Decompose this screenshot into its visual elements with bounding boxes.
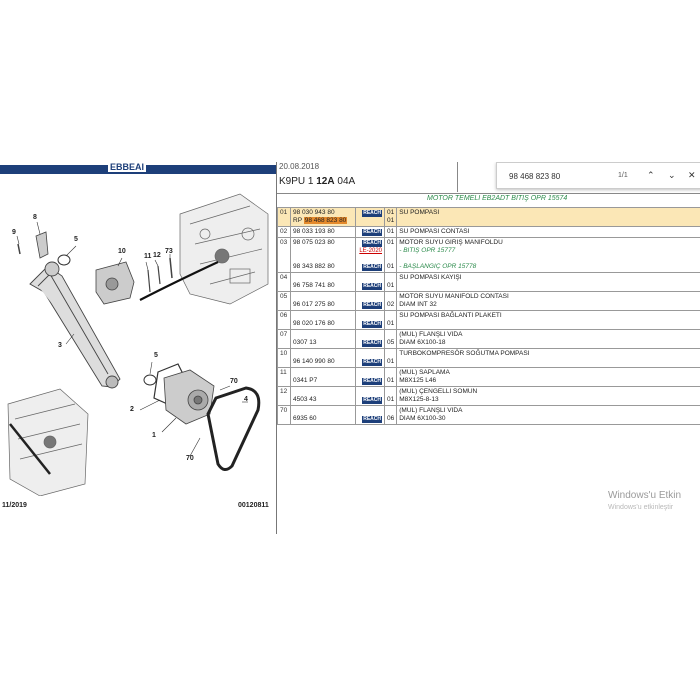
turbo-cooling-pump — [96, 262, 134, 304]
parts-table — [277, 207, 700, 425]
table-row[interactable] — [278, 227, 700, 238]
callout-9: 9 — [12, 229, 16, 236]
reach-flag — [356, 292, 385, 311]
search-hit-highlight: 98 468 823 80 — [304, 217, 347, 224]
reach-badge: REACH — [363, 340, 381, 346]
flag-line — [358, 407, 382, 415]
row-number-text: 04 — [280, 274, 288, 281]
callout-5-top: 5 — [74, 236, 78, 243]
description-line: DIAM 6X100-30 — [399, 415, 446, 422]
part-number — [293, 255, 353, 263]
part-number-text: 6935 60 — [293, 415, 317, 422]
part-number-text: 98 020 176 80 — [293, 320, 335, 327]
description-line: DIAM INT 32 — [399, 301, 437, 308]
find-bar[interactable] — [496, 162, 700, 189]
quantity-value — [387, 312, 394, 320]
callout-11: 11 — [144, 253, 152, 260]
description-line: (MUL) FLANŞLI VIDA — [399, 331, 463, 338]
description-line: MOTOR SUYU MANIFOLD CONTASI — [399, 293, 509, 300]
flag-line — [358, 377, 382, 385]
flag-line — [358, 239, 382, 247]
part-number-text: 98 030 943 80 — [293, 209, 335, 216]
description-line: SU POMPASI BAĞLANTI PLAKETI — [399, 312, 502, 319]
part-number-text: 98 075 023 80 — [293, 239, 335, 246]
callout-12: 12 — [153, 252, 161, 259]
description-line: (MUL) SAPLAMA — [399, 369, 450, 376]
part-reference — [291, 227, 356, 238]
validity-link[interactable]: LE-2020 — [359, 248, 382, 254]
reach-flag — [356, 349, 385, 368]
quantity — [385, 330, 397, 349]
flag-line — [358, 396, 382, 404]
description-line: SU POMPASI CONTASI — [399, 228, 470, 235]
table-row[interactable] — [278, 208, 700, 227]
part-number — [293, 320, 353, 328]
part-reference — [291, 406, 356, 425]
part-number — [293, 396, 353, 404]
callout-2: 2 — [130, 406, 134, 413]
description-line: - BITIŞ OPR 15777 — [399, 247, 456, 254]
quantity — [385, 387, 397, 406]
callout-10: 10 — [118, 248, 126, 255]
part-number — [293, 358, 353, 366]
part-reference — [291, 349, 356, 368]
quantity-value: 02 — [387, 301, 395, 308]
row-number — [278, 387, 291, 406]
flag-line — [358, 263, 382, 271]
row-number — [278, 238, 291, 273]
part-description — [397, 227, 700, 238]
part-number — [293, 339, 353, 347]
quantity-value: 01 — [387, 282, 395, 289]
part-description — [397, 330, 700, 349]
part-number-text: 0341 P7 — [293, 377, 318, 384]
row-number-text: 70 — [280, 407, 288, 414]
row-number — [278, 406, 291, 425]
flag-line — [358, 415, 382, 423]
row-number — [278, 292, 291, 311]
flag-line — [358, 293, 382, 301]
part-reference — [291, 292, 356, 311]
chevron-up-icon[interactable]: ⌃ — [647, 170, 655, 180]
reach-badge: REACH — [363, 302, 381, 308]
part-reference — [291, 368, 356, 387]
header-separator — [457, 162, 458, 192]
nut-part — [158, 266, 160, 284]
part-reference — [291, 208, 356, 227]
callout-3: 3 — [58, 342, 62, 349]
description-line: (MUL) ÇENGELLI SOMUN — [399, 388, 478, 395]
description-line — [399, 255, 698, 263]
engine-code — [279, 176, 355, 187]
flag-line — [358, 228, 382, 236]
part-number — [293, 217, 353, 225]
reach-flag — [356, 238, 385, 273]
engine-code-suffix: 04A — [334, 176, 356, 187]
reach-badge: REACH — [363, 416, 381, 422]
part-reference — [291, 273, 356, 292]
quantity-value: 01 — [387, 396, 395, 403]
quantity-value: 01 — [387, 217, 395, 224]
bolt-73-part — [170, 258, 172, 278]
description-line — [399, 217, 698, 225]
table-row[interactable] — [278, 368, 700, 387]
flag-line — [358, 369, 382, 377]
callout-73: 73 — [165, 248, 173, 255]
reach-flag — [356, 227, 385, 238]
part-description — [397, 292, 700, 311]
part-description — [397, 349, 700, 368]
description-line — [399, 282, 698, 290]
engine-code-prefix: K9PU 1 — [279, 176, 317, 187]
parts-diagram — [0, 174, 276, 496]
reach-badge: REACH — [363, 240, 381, 246]
reach-badge: REACH — [363, 283, 381, 289]
diagram-header-bar — [0, 162, 276, 174]
description-line: DIAM 6X100-18 — [399, 339, 446, 346]
table-row[interactable] — [278, 406, 700, 425]
table-row[interactable] — [278, 311, 700, 330]
row-number-text: 06 — [280, 312, 288, 319]
quantity — [385, 406, 397, 425]
part-number — [293, 209, 353, 217]
quantity-value: 01 — [387, 358, 395, 365]
reach-flag — [356, 330, 385, 349]
part-reference — [291, 238, 356, 273]
seal-ring-top — [58, 255, 70, 265]
find-input[interactable]: 98 468 823 80 — [509, 172, 561, 181]
description-line — [399, 320, 698, 328]
reach-badge: REACH — [363, 321, 381, 327]
part-number-text: 96 140 990 80 — [293, 358, 335, 365]
callout-70-bottom: 70 — [186, 455, 194, 462]
reach-badge: REACH — [363, 210, 381, 216]
flag-line — [358, 255, 382, 263]
flag-line — [358, 388, 382, 396]
find-match-count: 1/1 — [618, 172, 628, 179]
part-number-text: 4503 43 — [293, 396, 317, 403]
row-number — [278, 227, 291, 238]
row-number-text: 01 — [280, 209, 288, 216]
part-description — [397, 238, 700, 273]
row-number-text: 07 — [280, 331, 288, 338]
quantity-value: 01 — [387, 209, 395, 216]
quantity — [385, 227, 397, 238]
part-number — [293, 263, 353, 271]
part-number — [293, 239, 353, 247]
part-number — [293, 331, 353, 339]
table-row[interactable] — [278, 349, 700, 368]
part-number-text: 98 343 882 80 — [293, 263, 335, 270]
quantity-value — [387, 369, 394, 377]
row-number-text: 10 — [280, 350, 288, 357]
part-number — [293, 247, 353, 255]
part-reference — [291, 387, 356, 406]
reach-badge: REACH — [363, 378, 381, 384]
part-number — [293, 377, 353, 385]
part-number-text: RP — [293, 217, 302, 224]
part-description — [397, 368, 700, 387]
callout-5-lower: 5 — [154, 352, 158, 359]
row-number — [278, 273, 291, 292]
parts-diagram-drawing — [0, 174, 276, 496]
part-number-text: 96 017 275 80 — [293, 301, 335, 308]
part-number — [293, 415, 353, 423]
part-reference — [291, 330, 356, 349]
pump-belt — [208, 388, 259, 470]
reach-badge: REACH — [363, 397, 381, 403]
part-number — [293, 282, 353, 290]
bolt-part — [18, 244, 20, 254]
reach-flag — [356, 387, 385, 406]
seal-ring-lower — [144, 375, 156, 385]
part-number — [293, 274, 353, 282]
description-line: SU POMPASI KAYIŞI — [399, 274, 462, 281]
part-number-text: 96 758 741 80 — [293, 282, 335, 289]
quantity-value: 05 — [387, 339, 395, 346]
description-line: M8X125-8-13 — [399, 396, 439, 403]
reach-badge: REACH — [363, 229, 381, 235]
part-description — [397, 208, 700, 227]
part-number — [293, 388, 353, 396]
part-description — [397, 406, 700, 425]
row-number-text: 05 — [280, 293, 288, 300]
chevron-down-icon[interactable]: ⌄ — [668, 170, 676, 180]
table-row[interactable] — [278, 387, 700, 406]
row-number — [278, 368, 291, 387]
callout-8: 8 — [33, 214, 37, 221]
quantity-value: 01 — [387, 320, 395, 327]
engine-code-bold: 12A — [316, 176, 335, 187]
quantity-value: 01 — [387, 239, 395, 246]
close-icon[interactable]: ✕ — [688, 170, 696, 180]
engine-top-illustration — [180, 194, 268, 304]
reach-flag — [356, 273, 385, 292]
flag-line — [358, 282, 382, 290]
flag-line — [358, 339, 382, 347]
description-line: SU POMPASI — [399, 209, 440, 216]
row-number — [278, 330, 291, 349]
parts-list-panel — [276, 162, 700, 534]
quantity-value — [387, 350, 394, 358]
callout-4: 4 — [244, 396, 248, 403]
quantity — [385, 208, 397, 227]
flag-line — [358, 320, 382, 328]
part-number — [293, 293, 353, 301]
description-line: TURBOKOMPRESÖR SOĞUTMA POMPASI — [399, 350, 530, 357]
windows-activation-subtext: Windows'u etkinleştir — [608, 504, 674, 511]
part-number-text: 98 033 193 80 — [293, 228, 335, 235]
quantity-value — [387, 247, 394, 255]
flag-line — [358, 301, 382, 309]
quantity-value — [387, 293, 394, 301]
bracket-part — [36, 232, 48, 258]
row-number-text: 02 — [280, 228, 288, 235]
row-number-text: 11 — [280, 369, 287, 376]
reach-flag — [356, 311, 385, 330]
table-row[interactable] — [278, 330, 700, 349]
diagram-code: 00120811 — [238, 502, 269, 509]
water-pump — [164, 370, 214, 424]
quantity-value — [387, 274, 394, 282]
flag-line — [358, 217, 382, 225]
description-line: M8X125 L46 — [399, 377, 437, 384]
row-number-text: 12 — [280, 388, 288, 395]
part-number — [293, 407, 353, 415]
quantity-value — [387, 331, 394, 339]
callout-1: 1 — [152, 432, 156, 439]
quantity — [385, 292, 397, 311]
flag-line — [358, 350, 382, 358]
quantity-value — [387, 407, 394, 415]
row-number — [278, 311, 291, 330]
part-number — [293, 301, 353, 309]
table-row[interactable] — [278, 292, 700, 311]
description-line — [399, 358, 698, 366]
diagram-date: 11/2019 — [2, 502, 27, 509]
row-number — [278, 208, 291, 227]
quantity — [385, 238, 397, 273]
reach-badge: REACH — [363, 359, 381, 365]
reach-badge: REACH — [363, 264, 381, 270]
engine-bottom-illustration — [8, 389, 88, 496]
group-divider — [277, 193, 700, 194]
flag-line — [358, 247, 382, 255]
part-number — [293, 312, 353, 320]
flag-line — [358, 331, 382, 339]
quantity-value — [387, 255, 394, 263]
part-description — [397, 387, 700, 406]
quantity-value — [387, 388, 394, 396]
table-row[interactable] — [278, 238, 700, 273]
flag-line — [358, 274, 382, 282]
part-number — [293, 350, 353, 358]
part-description — [397, 273, 700, 292]
quantity-value: 01 — [387, 377, 395, 384]
quantity — [385, 311, 397, 330]
part-number — [293, 369, 353, 377]
description-line: - BAŞLANGIÇ OPR 15778 — [399, 263, 477, 270]
flag-line — [358, 312, 382, 320]
row-number-text: 03 — [280, 239, 288, 246]
flag-line — [358, 358, 382, 366]
diagram-brand: EBBEAI — [110, 162, 145, 172]
description-line: MOTOR SUYU GIRIŞ MANIFOLDU — [399, 239, 503, 246]
table-row[interactable] — [278, 273, 700, 292]
windows-activation-watermark: Windows'u Etkin — [608, 490, 682, 501]
part-number-text: 0307 13 — [293, 339, 317, 346]
quantity — [385, 273, 397, 292]
quantity — [385, 368, 397, 387]
part-description — [397, 311, 700, 330]
part-reference — [291, 311, 356, 330]
stud-part — [148, 270, 150, 292]
part-number — [293, 228, 353, 236]
reach-flag — [356, 406, 385, 425]
row-number — [278, 349, 291, 368]
callout-70-top: 70 — [230, 378, 238, 385]
quantity — [385, 349, 397, 368]
flag-line — [358, 209, 382, 217]
group-title: MOTOR TEMELI EB2ADT BITIŞ OPR 15574 — [427, 195, 568, 202]
description-line: (MUL) FLANŞLI VIDA — [399, 407, 463, 414]
reach-flag — [356, 368, 385, 387]
quantity-value: 01 — [387, 263, 395, 270]
quantity-value: 06 — [387, 415, 395, 422]
catalog-date: 20.08.2018 — [279, 162, 320, 171]
reach-flag — [356, 208, 385, 227]
quantity-value: 01 — [387, 228, 395, 235]
